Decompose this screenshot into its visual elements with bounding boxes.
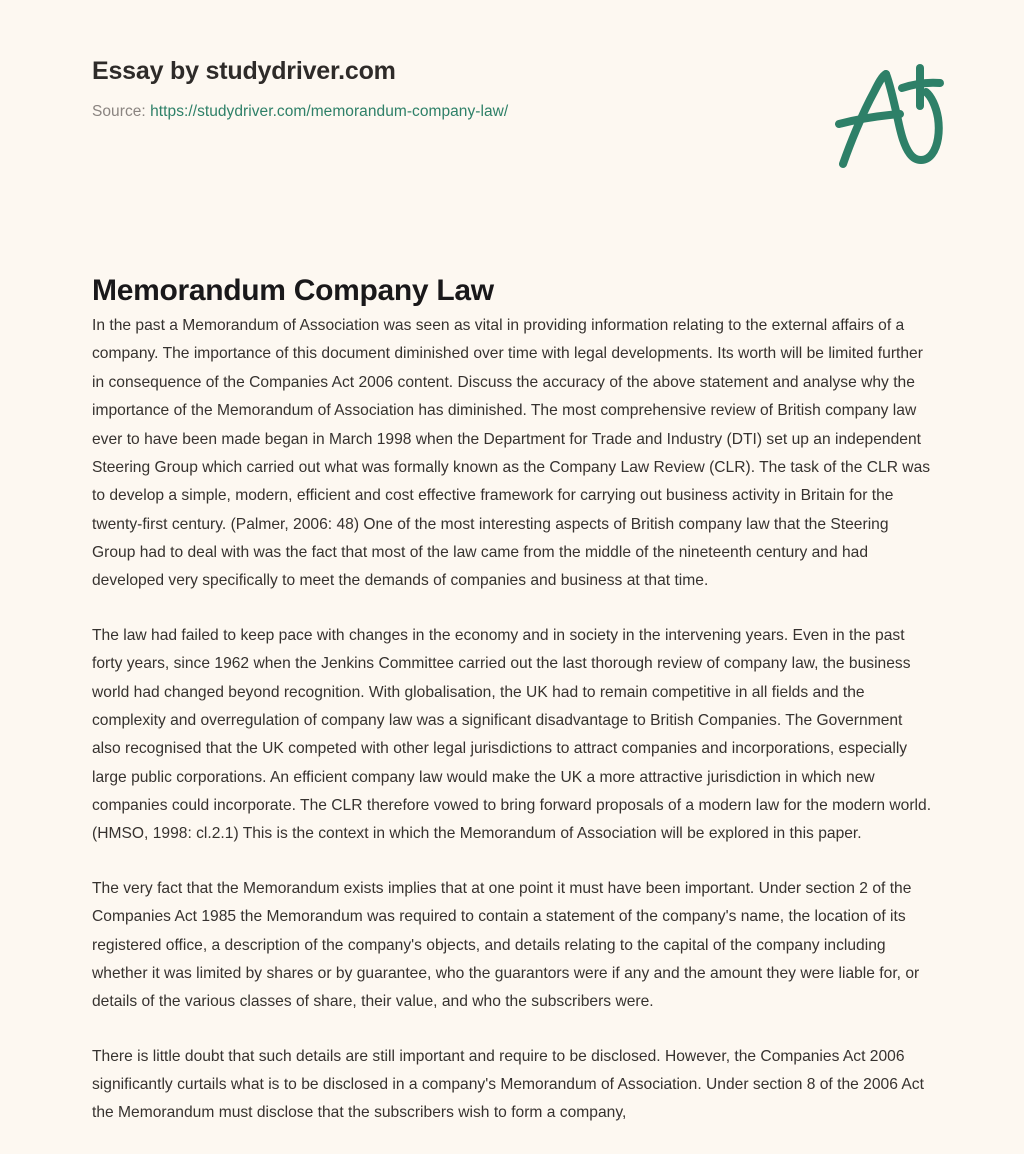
a-plus-logo xyxy=(828,62,948,174)
source-label: Source: xyxy=(92,103,146,120)
a-plus-logo-icon xyxy=(828,62,948,174)
page-title: Memorandum Company Law xyxy=(92,274,494,308)
paragraph: The very fact that the Memorandum exists implies that at one point it must have been important. Under section 2 of the Companies Act 1985 the Memorandum was required to contain a statement of the company's name, the location of its registered office, a description of the company's objects, and details relating to the capital of the company including whether it was limited by shares or by guarantee, who the guarantors were if any and the amount they were liable for, or details of the various classes of share, their value, and who the subscribers were. xyxy=(92,879,920,1011)
source-url-link[interactable]: https://studydriver.com/memorandum-company-law/ xyxy=(150,103,509,120)
paragraph: There is little doubt that such details are still important and require to be disclosed. However, the Companies Act 2006 significantly curtails what is to be disclosed in a company's Memorandum of Association. Under section 8 of the 2006 Act the Memorandum must disclose that the subscribers wish to form a company, xyxy=(92,1047,924,1122)
essay-body xyxy=(92,312,932,1154)
document-header xyxy=(92,56,948,176)
paragraph: In the past a Memorandum of Association was seen as vital in providing information relating to the external affairs of a company. The importance of this document diminished over time with legal developments. Its worth will be limited further in consequence of the Companies Act 2006 content. Discuss the accuracy of the above statement and analyse why the importance of the Memorandum of Association has diminished. The most comprehensive review of British company law ever to have been made began in March 1998 when the Department for Trade and Industry (DTI) set up an independent Steering Group which carried out what was formally known as the Company Law Review (CLR). The task of the CLR was to develop a simple, modern, efficient and cost effective framework for carrying out business activity in Britain for the twenty-first century. (Palmer, 2006: 48) One of the most interesting aspects of British company law that the Steering Group had to deal with was the fact that most of the law came from the middle of the nineteenth century and had developed very specifically to meet the demands of companies and business at that time. xyxy=(92,317,931,590)
source-line xyxy=(92,103,948,121)
paragraph: The law had failed to keep pace with changes in the economy and in society in the intervening years. Even in the past forty years, since 1962 when the Jenkins Committee carried out the last thorough review of company law, the business world had changed beyond recognition. With globalisation, the UK had to remain competitive in all fields and the complexity and overregulation of company law was a significant disadvantage to British Companies. The Government also recognised that the UK competed with other legal jurisdictions to attract companies and incorporations, especially large public corporations. An efficient company law would make the UK a more attractive jurisdiction in which new companies could incorporate. The CLR therefore vowed to bring forward proposals of a modern law for the modern world. (HMSO, 1998: cl.2.1) This is the context in which the Memorandum of Association will be explored in this paper. xyxy=(92,626,932,843)
essay-byline: Essay by studydriver.com xyxy=(92,57,396,85)
